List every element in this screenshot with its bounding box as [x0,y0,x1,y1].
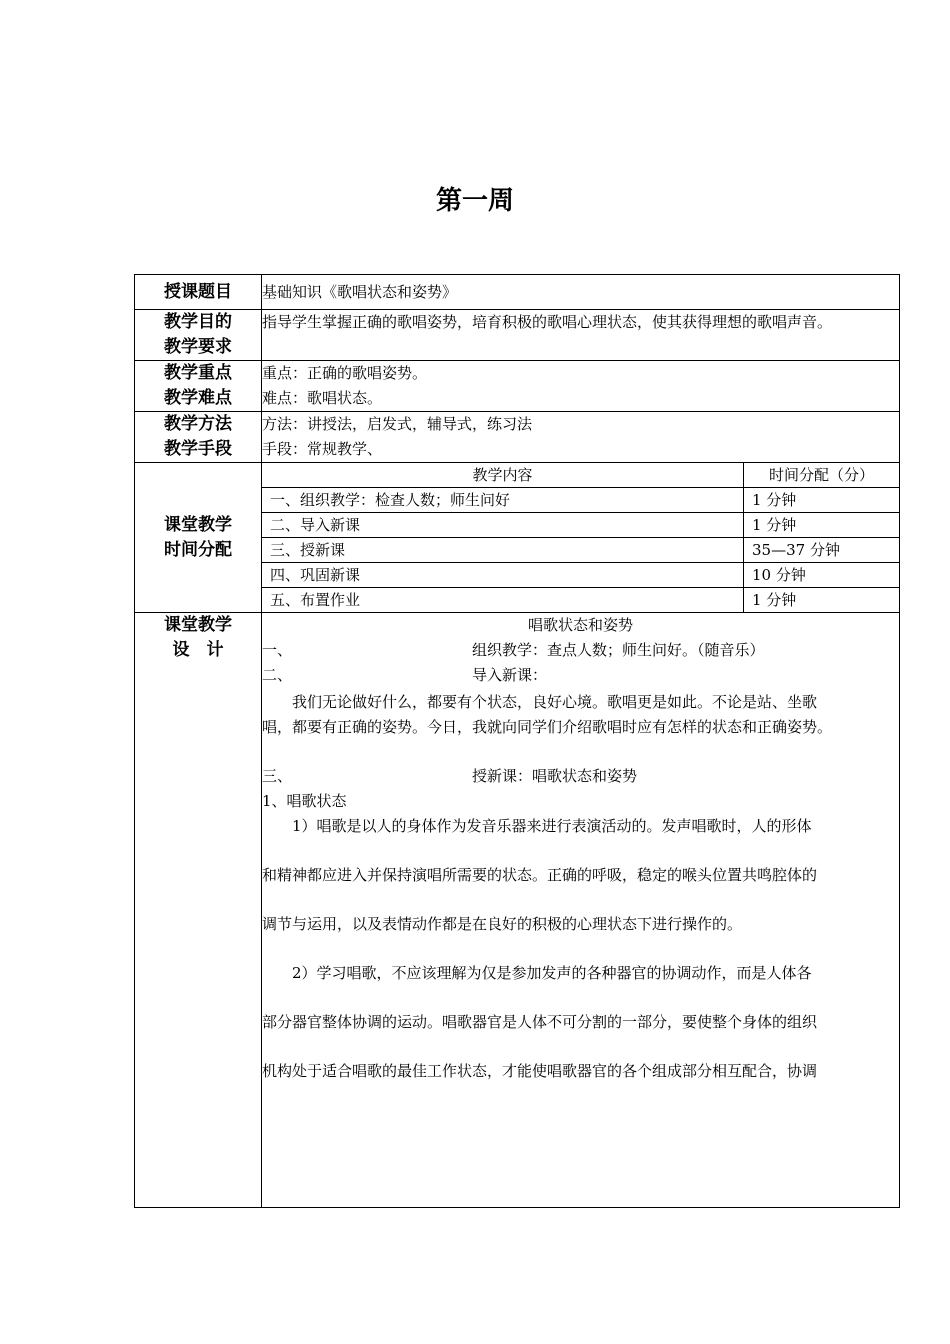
section-text: 授新课：唱歌状态和姿势 [472,767,638,785]
goal-label-1: 教学目的 [164,312,232,332]
time-header-content: 教学内容 [262,463,744,488]
topic-value: 基础知识《歌唱状态和姿势》 [262,275,900,310]
time-item-duration: 10 分钟 [744,563,900,588]
method-line: 方法：讲授法，启发式，辅导式，练习法 [262,415,533,433]
goal-label-2: 教学要求 [164,337,232,357]
key-label [135,361,262,412]
design-heading: 唱歌状态和姿势 [527,616,633,634]
goal-value: 指导学生掌握正确的歌唱姿势，培育积极的歌唱心理状态，使其获得理想的歌唱声音。 [262,310,900,361]
row-key [135,361,900,412]
key-label-1: 教学重点 [164,363,232,383]
table-row [262,513,899,538]
time-item-content: 五、布置作业 [262,588,744,613]
difficult-point: 难点：歌唱状态。 [262,389,383,407]
topic-label: 授课题目 [135,275,262,310]
time-label-1: 课堂教学 [164,514,232,535]
design-content [262,613,900,1208]
time-item-duration: 1 分钟 [744,588,900,613]
time-item-content: 三、授新课 [262,538,744,563]
row-topic [135,275,900,310]
method-label-2: 教学手段 [164,439,232,459]
row-time [135,463,900,613]
section-number: 三、 [262,767,293,785]
paragraph-line: 1）唱歌是以人的身体作为发音乐器来进行表演活动的。发声唱歌时，人的形体 [292,817,812,835]
time-item-duration: 35—37 分钟 [744,538,900,563]
method-label-1: 教学方法 [164,414,232,434]
time-item-content: 二、导入新课 [262,513,744,538]
paragraph-line: 部分器官整体协调的运动。唱歌器官是人体不可分割的一部分，要使整个身体的组织 [262,1013,818,1031]
goal-label [135,310,262,361]
table-row [262,563,899,588]
row-design [135,613,900,1208]
time-cell [262,463,900,613]
design-label-2: 设 计 [172,640,224,660]
means-line: 手段：常规教学、 [262,440,383,458]
paragraph-line: 机构处于适合唱歌的最佳工作状态，才能使唱歌器官的各个组成部分相互配合，协调 [262,1062,818,1080]
paragraph-line: 2）学习唱歌，不应该理解为仅是参加发声的各种器官的协调动作，而是人体各 [292,964,812,982]
time-item-duration: 1 分钟 [744,488,900,513]
design-label-1: 课堂教学 [164,615,232,635]
table-row [262,588,899,613]
section-new-lesson [262,764,899,789]
paragraph-line: 唱，都要有正确的姿势。今日，我就向同学们介绍歌唱时应有怎样的状态和正确姿势。 [262,718,833,736]
lesson-plan-table [134,274,900,1208]
key-point: 重点：正确的歌唱姿势。 [262,364,428,382]
time-table [262,463,899,612]
paragraph-line: 和精神都应进入并保持演唱所需要的状态。正确的呼吸，稳定的喉头位置共鸣腔体的 [262,866,818,884]
time-header-duration: 时间分配（分） [744,463,900,488]
time-label [135,463,262,613]
row-method [135,412,900,463]
method-label [135,412,262,463]
page-title: 第一周 [435,186,514,216]
table-row [262,538,899,563]
time-label-2: 时间分配 [164,539,232,560]
paragraph-line: 调节与运用，以及表情动作都是在良好的积极的心理状态下进行操作的。 [262,915,743,933]
section-text: 组织教学：查点人数；师生问好。（随音乐） [472,641,765,659]
key-value [262,361,900,412]
table-row [262,488,899,513]
section-organize [262,638,899,663]
subsection-title: 1、唱歌状态 [262,792,347,810]
row-goal [135,310,900,361]
time-item-content: 一、组织教学：检查人数；师生问好 [262,488,744,513]
section-intro [262,663,899,688]
time-item-duration: 1 分钟 [744,513,900,538]
section-text: 导入新课： [472,666,548,684]
paragraph-line: 我们无论做好什么，都要有个状态，良好心境。歌唱更是如此。不论是站、坐歌 [292,693,818,711]
time-header-row [262,463,899,488]
section-number: 一、 [262,641,293,659]
time-item-content: 四、巩固新课 [262,563,744,588]
key-label-2: 教学难点 [164,388,232,408]
design-label [135,613,262,1208]
method-value [262,412,900,463]
section-number: 二、 [262,666,293,684]
